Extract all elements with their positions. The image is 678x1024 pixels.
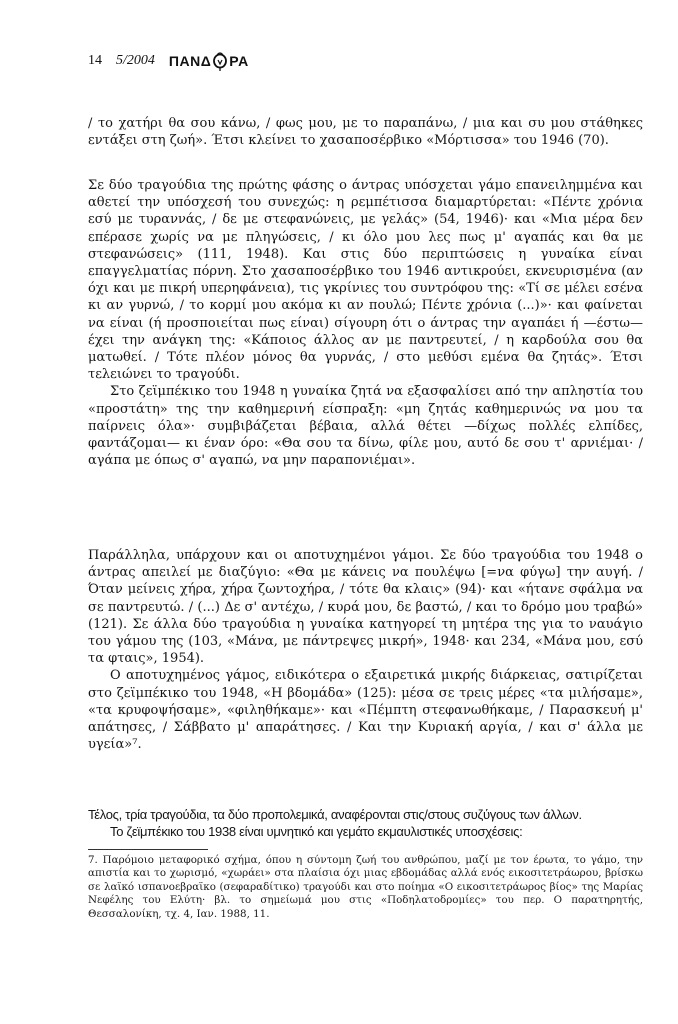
paragraph: Παράλληλα, υπάρχουν και οι αποτυχημένοι γάμοι. Σε δύο τραγούδια του 1948 ο άντρας απειλεί με διαζύγιο: «Θα με κάνεις να πουλέψω [=να φύγω] την αυγή. / Όταν μείνεις χήρα, χήρα ζωντοχήρα, / τότε θα κλαις» (94)· και «ήτανε σφάλμα να σε παντρευτώ. / (...) Δε σ' αντέχω, / κυρά μου, δε βαστώ, / και το δρόμο μου τραβώ» (121). Σε άλλα δύο τραγούδια η γυναίκα κατηγορεί τη μητέρα της για το ναυάγιο του γάμου της (103, «Μάνα, με πάντρεψες μικρή», 1948· και 234, «Μάνα μου, εσύ τα φταις», 1954). <box>88 548 643 667</box>
page-number: 14 <box>88 53 102 68</box>
paragraph: Στο ζεϊμπέκικο του 1948 η γυναίκα ζητά να εξασφαλίσει από την απληστία του «προστάτη» της την καθημερινή είσπραξη: «μη ζητάς καθημερινώς να μου τα παίρνεις όλα»· συμβιβάζεται βέβαια, αλλά θέτει —δίχως πολλές ελπίδες, φαντάζομαι— κι έναν όρο: «Θα σου τα δίνω, φίλε μου, αυτό δε σου τ' αρνιέμαι· / αγάπα με όπως σ' αγαπώ, να μην παραπονιέμαι». <box>88 384 643 469</box>
section-first-phase <box>88 177 643 469</box>
footnote <box>88 854 643 921</box>
running-header <box>88 50 249 72</box>
section-others-spouses <box>88 806 643 840</box>
paragraph: Τέλος, τρία τραγούδια, τα δύο προπολεμικά, αναφέρονται στις/στους συζύγους των άλλων. <box>88 807 582 822</box>
issue-number: 5/2004 <box>116 53 155 68</box>
footnote-separator <box>88 849 208 850</box>
paragraph: Ο αποτυχημένος γάμος, ειδικότερα ο εξαιρετικά μικρής διάρκειας, σατιρίζεται στο ζεϊμπέκικο του 1948, «Η βδομάδα» (125): μέσα σε τρεις μέρες «τα μιλήσαμε», «τα κρυφοψήσαμε», «φιληθήκαμε»· και «Πέμπτη στεφανωθήκαμε, / Παρασκευή μ' απάτησες, / Σάββατο μ' απαράτησες. / Και την Κυριακή αργία, / και σ' άλλα με υγεία»⁷. <box>88 668 643 753</box>
footnote-text: 7. Παρόμοιο μεταφορικό σχήμα, όπου η σύντομη ζωή του ανθρώπου, μαζί με τον έρωτα, το γάμο, την απιστία και το χωρισμό, «χωράει» στα πλαίσια όχι μιας εβδομάδας αλλά ενός εικοσιτετράωρου, βρίσκω σε λαϊκό ισπανοεβραϊκο (σεφαραδίτικο) τραγούδι και στο ποίημα «Ο εικοσιτετράωρος βίος» της Μαρίας Νεφέλης του Ελύτη· βλ. το σημείωμά μου στις «Ποδηλατοδρομίες» του περ. Ο παρατηρητής, Θεσσαλονίκη, τχ. 4, Ιαν. 1988, 11. <box>88 854 643 920</box>
paragraph: Σε δύο τραγούδια της πρώτης φάσης ο άντρας υπόσχεται γάμο επανειλημμένα και αθετεί την υπόσχεσή του συνεχώς: η ρεμπέτισσα διαμαρτύρεται: «Πέντε χρόνια εσύ με τυραννάς, / δε με στεφανώνεις, με γελάς» (54, 1946)· και «Μια μέρα δεν επέρασε χωρίς να με πληγώσεις, / κι όλο μου λες πως μ' αγαπάς και θα με στεφανώσεις» (111, 1948). Και στις δύο περιπτώσεις η γυναίκα είναι επαγγελματίας πόρνη. Στο χασαποσέρβικο του 1946 αντικρούει, εκνευρισμένα (αν όχι και με πικρή υπερηφάνεια), τις γκρίνιες του συντρόφου της: «Τί σε μέλει εσένα κι αν γυρνώ, / το κορμί μου ακόμα κι αν πουλώ; Πέντε χρόνια (...)»· και φαίνεται να είναι (ή προσποιείται πως είναι) σίγουρη ότι ο άντρας την αγαπάει ή —έστω— έχει την ανάγκη της: «Κάποιος άλλος αν με παντρευτεί, / η καρδούλα σου θα ματωθεί. / Τότε πλέον μόνος θα γυρνάς, / στο μεθύσι εμένα θα ζητάς». Έτσι τελειώνει το τραγούδι. <box>88 178 643 383</box>
journal-name-start: ΠΑΝΔ <box>168 53 212 69</box>
pandora-o-logo-icon <box>212 50 228 72</box>
paragraph: / το χατήρι θα σου κάνω, / φως μου, με το παραπάνω, / μια και συ μου στάθηκες εντάξει στη ζωή». Έτσι κλείνει το χασαποσέρβικο «Μόρτισσα» του 1946 (70). <box>88 116 643 149</box>
journal-name-end: ΡΑ <box>229 53 249 69</box>
paragraph-continuation <box>88 115 643 149</box>
journal-name <box>169 50 249 72</box>
paragraph: Το ζεϊμπέκικο του 1938 είναι υμνητικό και γεμάτο εκμαυλιστικές υποσχέσεις: <box>110 824 523 840</box>
section-failed-marriages <box>88 547 643 753</box>
